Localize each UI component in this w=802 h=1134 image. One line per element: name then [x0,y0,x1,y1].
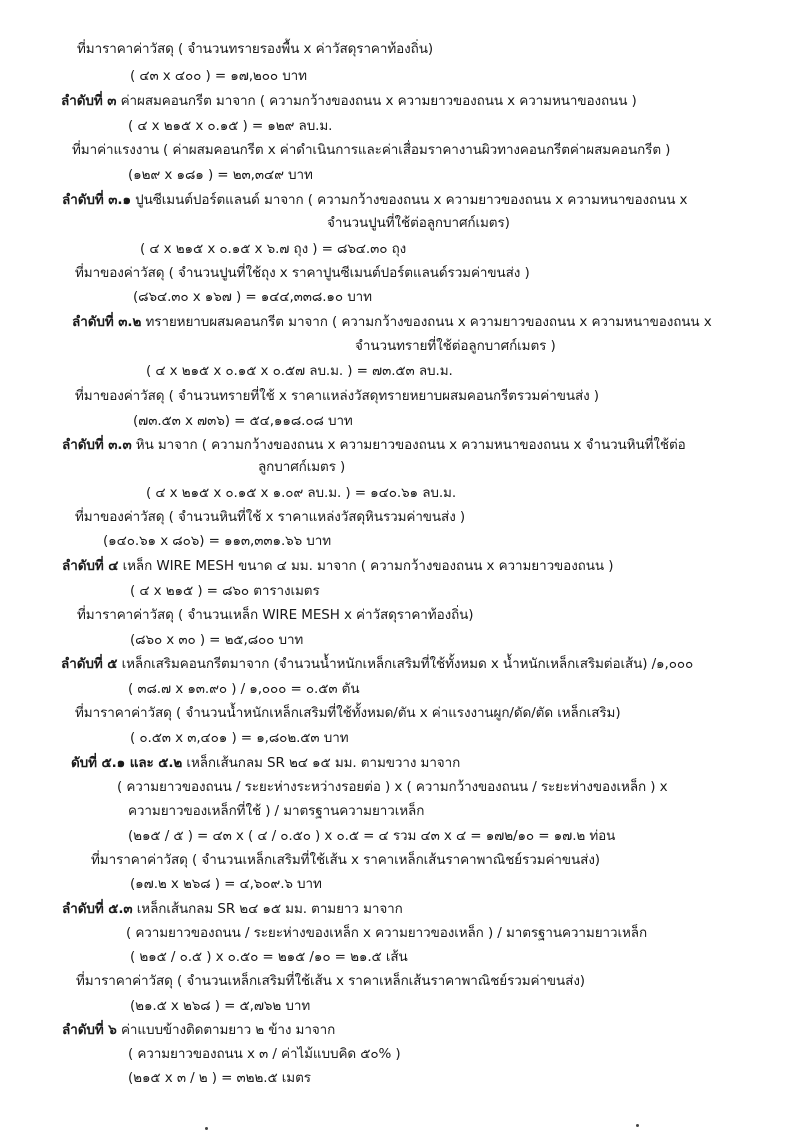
text-line: ที่มาราคาค่าวัสดุ ( จำนวนเหล็กเสริมที่ใช้เส้น x ราคาเหล็กเส้นราคาพาณิชย์รวมค่าขนส่ง) [76,973,585,989]
text-line: (๑๔๐.๖๑ x ๘๐๖) = ๑๑๓,๓๓๑.๖๖ บาท [103,533,332,549]
text-line: ลำดับที่ ๓.๒ ทรายหยาบผสมคอนกรีต มาจาก ( ความกว้างของถนน x ความยาวของถนน x ความหนาของถนน x [72,314,712,330]
text-line: (๑๒๙ x ๑๘๑ ) = ๒๓,๓๔๙ บาท [128,167,313,183]
text-line: ที่มาของค่าวัสดุ ( จำนวนทรายที่ใช้ x ราคาแหล่งวัสดุทรายหยาบผสมคอนกรีตรวมค่าขนส่ง ) [75,388,599,404]
scan-speck [205,1127,208,1130]
text-line: ที่มาค่าแรงงาน ( ค่าผสมคอนกรีต x ค่าดำเนินการและค่าเสื่อมราคางานผิวทางคอนกรีตค่าผสมคอนกรีต ) [72,142,671,158]
text-line: ที่มาราคาค่าวัสดุ ( จำนวนเหล็กเสริมที่ใช้เส้น x ราคาเหล็กเส้นราคาพาณิชย์รวมค่าขนส่ง) [91,852,600,868]
text-line: ( ความยาวของถนน x ๓ / ค่าไม้แบบคิด ๕๐% ) [128,1046,401,1062]
text-line: ( ๔ x ๒๑๕ x ๐.๑๕ x ๖.๗ ถุง ) = ๘๖๔.๓๐ ถุง [140,241,407,257]
text-line: (๘๖๐ x ๓๐ ) = ๒๕,๘๐๐ บาท [130,632,304,648]
text-line: ที่มาของค่าวัสดุ ( จำนวนปูนที่ใช้ถุง x ราคาปูนซีเมนต์ปอร์ตแลนด์รวมค่าขนส่ง ) [75,265,530,281]
text-line: (๒๑.๕ x ๒๖๘ ) = ๕,๗๖๒ บาท [130,998,311,1014]
text-line: ( ความยาวของถนน / ระยะห่างของเหล็ก x ความยาวของเหล็ก ) / มาตรฐานความยาวเหล็ก [126,925,648,941]
text-line: ( ความยาวของถนน / ระยะห่างระหว่างรอยต่อ ) x ( ความกว้างของถนน / ระยะห่างของเหล็ก ) x [117,779,668,795]
text-line: ลำดับที่ ๓.๓ หิน มาจาก ( ความกว้างของถนน x ความยาวของถนน x ความหนาของถนน x จำนวนหินที่ใช้ต่อ [62,437,686,453]
text-line: ( ๔ x ๒๑๕ ) = ๘๖๐ ตารางเมตร [130,583,320,599]
text-line: ที่มาราคาค่าวัสดุ ( จำนวนเหล็ก WIRE MESH x ค่าวัสดุราคาท้องถิ่น) [77,607,474,623]
text-line: ที่มาของค่าวัสดุ ( จำนวนหินที่ใช้ x ราคาแหล่งวัสดุหินรวมค่าขนส่ง ) [75,509,466,525]
text-line: ที่มาราคาค่าวัสดุ ( จำนวนน้ำหนักเหล็กเสริมที่ใช้ทั้งหมด/ตัน x ค่าแรงงานผูก/ดัด/ตัด เหล็กเสริม) [75,705,621,721]
text-line: (๘๖๔.๓๐ x ๑๖๗ ) = ๑๔๔,๓๓๘.๑๐ บาท [133,289,372,305]
text-line: ( ๒๑๕ / ๐.๕ ) x ๐.๕๐ = ๒๑๕ /๑๐ = ๒๑.๕ เส้น [130,949,408,965]
text-line: ลูกบาศก์เมตร ) [258,459,346,475]
text-line: (๗๓.๕๓ x ๗๓๖) = ๕๔,๑๑๘.๐๘ บาท [133,413,353,429]
text-line: ( ๔ x ๒๑๕ x ๐.๑๕ x ๑.๐๙ ลบ.ม. ) = ๑๔๐.๖๑ ลบ.ม. [146,485,457,501]
text-line: ลำดับที่ ๖ ค่าแบบข้างติดตามยาว ๒ ข้าง มาจาก [62,1022,336,1038]
text-line: ( ๔๓ x ๔๐๐ ) = ๑๗,๒๐๐ บาท [130,68,307,84]
text-line: ลำดับที่ ๓ ค่าผสมคอนกรีต มาจาก ( ความกว้างของถนน x ความยาวของถนน x ความหนาของถนน ) [61,93,637,109]
scan-speck [636,1124,639,1127]
text-line: ( ๓๘.๗ x ๑๓.๙๐ ) / ๑,๐๐๐ = ๐.๕๓ ตัน [128,681,360,697]
text-line: ( ๔ x ๒๑๕ x ๐.๑๕ x ๐.๕๗ ลบ.ม. ) = ๗๓.๕๓ ลบ.ม. [146,363,453,379]
text-line: ความยาวของเหล็กที่ใช้ ) / มาตรฐานความยาวเหล็ก [128,803,425,819]
text-line: (๒๑๕ / ๕ ) = ๔๓ x ( ๔ / ๐.๕๐ ) x ๐.๕ = ๔ รวม ๔๓ x ๔ = ๑๗๒/๑๐ = ๑๗.๒ ท่อน [128,828,616,844]
text-line: ลำดับที่ ๕.๓ เหล็กเส้นกลม SR ๒๔ ๑๕ มม. ตามยาว มาจาก [62,901,403,917]
text-line: ลำดับที่ ๔ เหล็ก WIRE MESH ขนาด ๔ มม. มาจาก ( ความกว้างของถนน x ความยาวของถนน ) [62,558,614,574]
text-line: ลำดับที่ ๓.๑ ปูนซีเมนต์ปอร์ตแลนด์ มาจาก ( ความกว้างของถนน x ความยาวของถนน x ความหนาของถนน x [62,192,688,208]
text-line: ( ๔ x ๒๑๕ x ๐.๑๕ ) = ๑๒๙ ลบ.ม. [128,118,333,134]
text-line: ลำดับที่ ๕ เหล็กเสริมคอนกรีตมาจาก (จำนวนน้ำหนักเหล็กเสริมที่ใช้ทั้งหมด x น้ำหนักเหล็กเสริมต่อเส้น) /๑,๐๐๐ [61,656,694,672]
text-line: จำนวนปูนที่ใช้ต่อลูกบาศก์เมตร) [327,215,510,231]
text-line: จำนวนทรายที่ใช้ต่อลูกบาศก์เมตร ) [355,338,556,354]
text-line: ดับที่ ๕.๑ และ ๕.๒ เหล็กเส้นกลม SR ๒๔ ๑๕ มม. ตามขวาง มาจาก [71,755,461,771]
text-line: ที่มาราคาค่าวัสดุ ( จำนวนทรายรองพื้น x ค่าวัสดุราคาท้องถิ่น) [77,41,433,57]
text-line: (๑๗.๒ x ๒๖๘ ) = ๔,๖๐๙.๖ บาท [130,876,322,892]
text-line: ( ๐.๕๓ x ๓,๔๐๑ ) = ๑,๘๐๒.๕๓ บาท [130,730,349,746]
text-line: (๒๑๕ x ๓ / ๒ ) = ๓๒๒.๕ เมตร [128,1070,311,1086]
